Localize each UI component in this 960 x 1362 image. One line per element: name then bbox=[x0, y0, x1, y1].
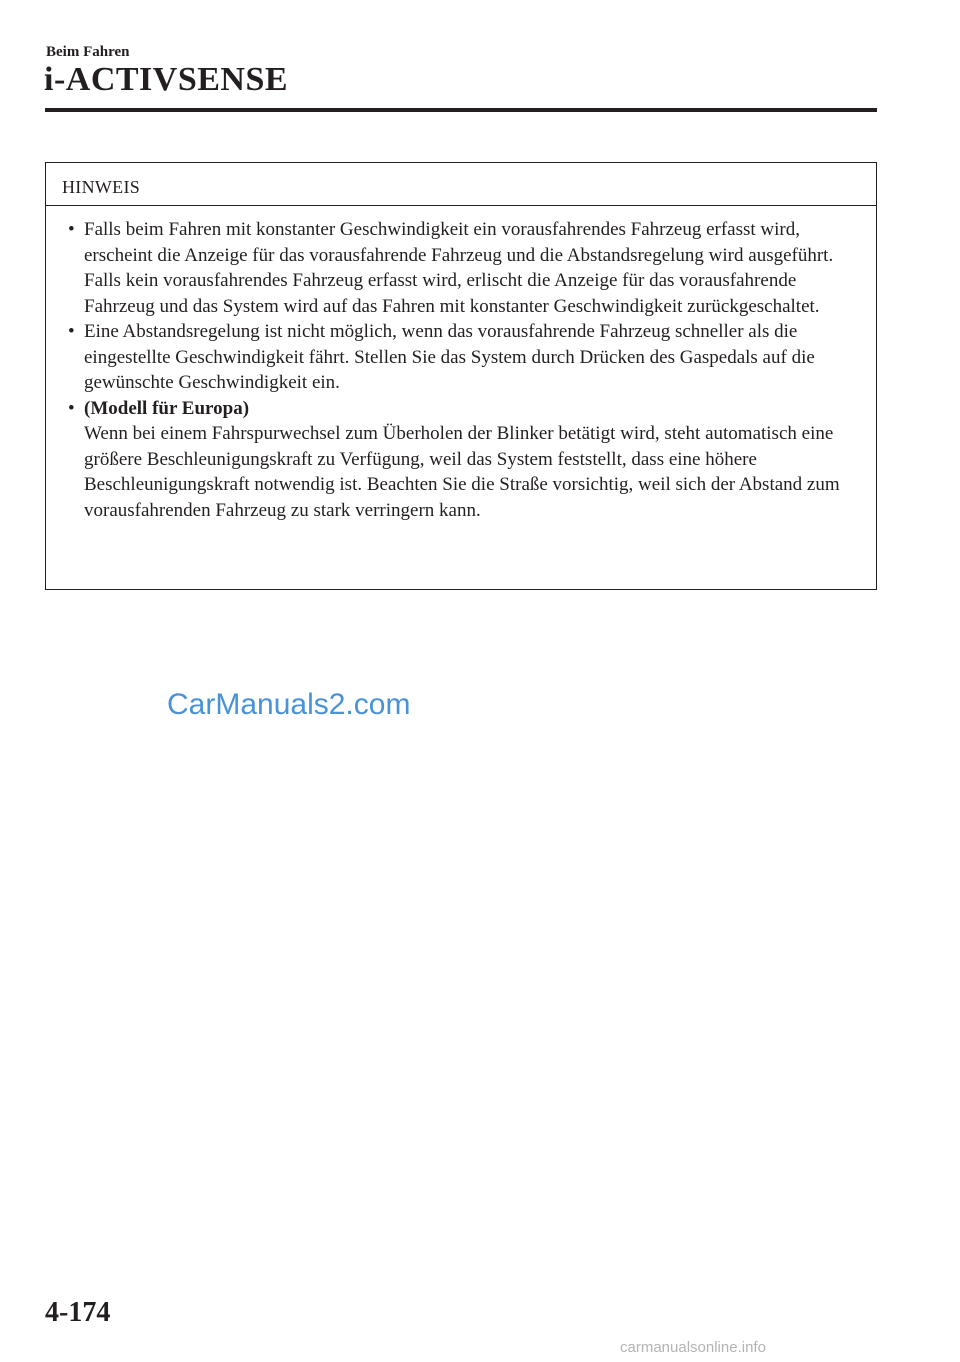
footer-watermark[interactable]: carmanualsonline.info bbox=[620, 1339, 766, 1356]
note-item bbox=[46, 396, 876, 524]
note-item bbox=[46, 319, 876, 396]
header-rule bbox=[45, 108, 877, 112]
note-box bbox=[45, 162, 877, 590]
bullet-icon: • bbox=[68, 321, 75, 342]
note-item-text: Eine Abstandsregelung ist nicht möglich, wenn das vorausfahrende Fahrzeug schneller als die eingestellte Geschwindigkeit fährt. Stellen Sie das System durch Drücken des Gaspedals auf die gewünschte Geschwindigkeit ein. bbox=[84, 321, 815, 393]
note-list bbox=[46, 217, 876, 523]
section-label: Beim Fahren bbox=[46, 44, 130, 60]
bullet-icon: • bbox=[68, 219, 75, 240]
chapter-title: i-ACTIVSENSE bbox=[44, 61, 289, 98]
bullet-icon: • bbox=[68, 397, 75, 419]
watermark-link[interactable]: CarManuals2.com bbox=[167, 688, 411, 721]
note-item-heading: (Modell für Europa) bbox=[84, 397, 250, 419]
page-number: 4-174 bbox=[45, 1297, 111, 1328]
note-item-text: Falls beim Fahren mit konstanter Geschwindigkeit ein vorausfahrendes Fahrzeug erfasst wird, erscheint die Anzeige für das vorausfahrende Fahrzeug und die Abstandsregelung wird ausgeführt. Falls kein vorausfahrendes Fahrzeug erfasst wird, erlischt die Anzeige für das vorausfahrende Fahrzeug und das System wird auf das Fahren mit konstanter Geschwindigkeit zurückgeschaltet. bbox=[84, 219, 834, 317]
note-item bbox=[46, 217, 876, 319]
note-item-text: Wenn bei einem Fahrspurwechsel zum Überholen der Blinker betätigt wird, steht automatisch eine größere Beschleunigungskraft zu Verfügung, weil das System feststellt, dass eine höhere Beschleunigungskraft notwendig ist. Beachten Sie die Straße vorsichtig, weil sich der Abstand zum vorausfahrenden Fahrzeug zu stark verringern kann. bbox=[84, 423, 840, 521]
note-heading: HINWEIS bbox=[62, 177, 141, 197]
note-divider bbox=[46, 205, 876, 206]
